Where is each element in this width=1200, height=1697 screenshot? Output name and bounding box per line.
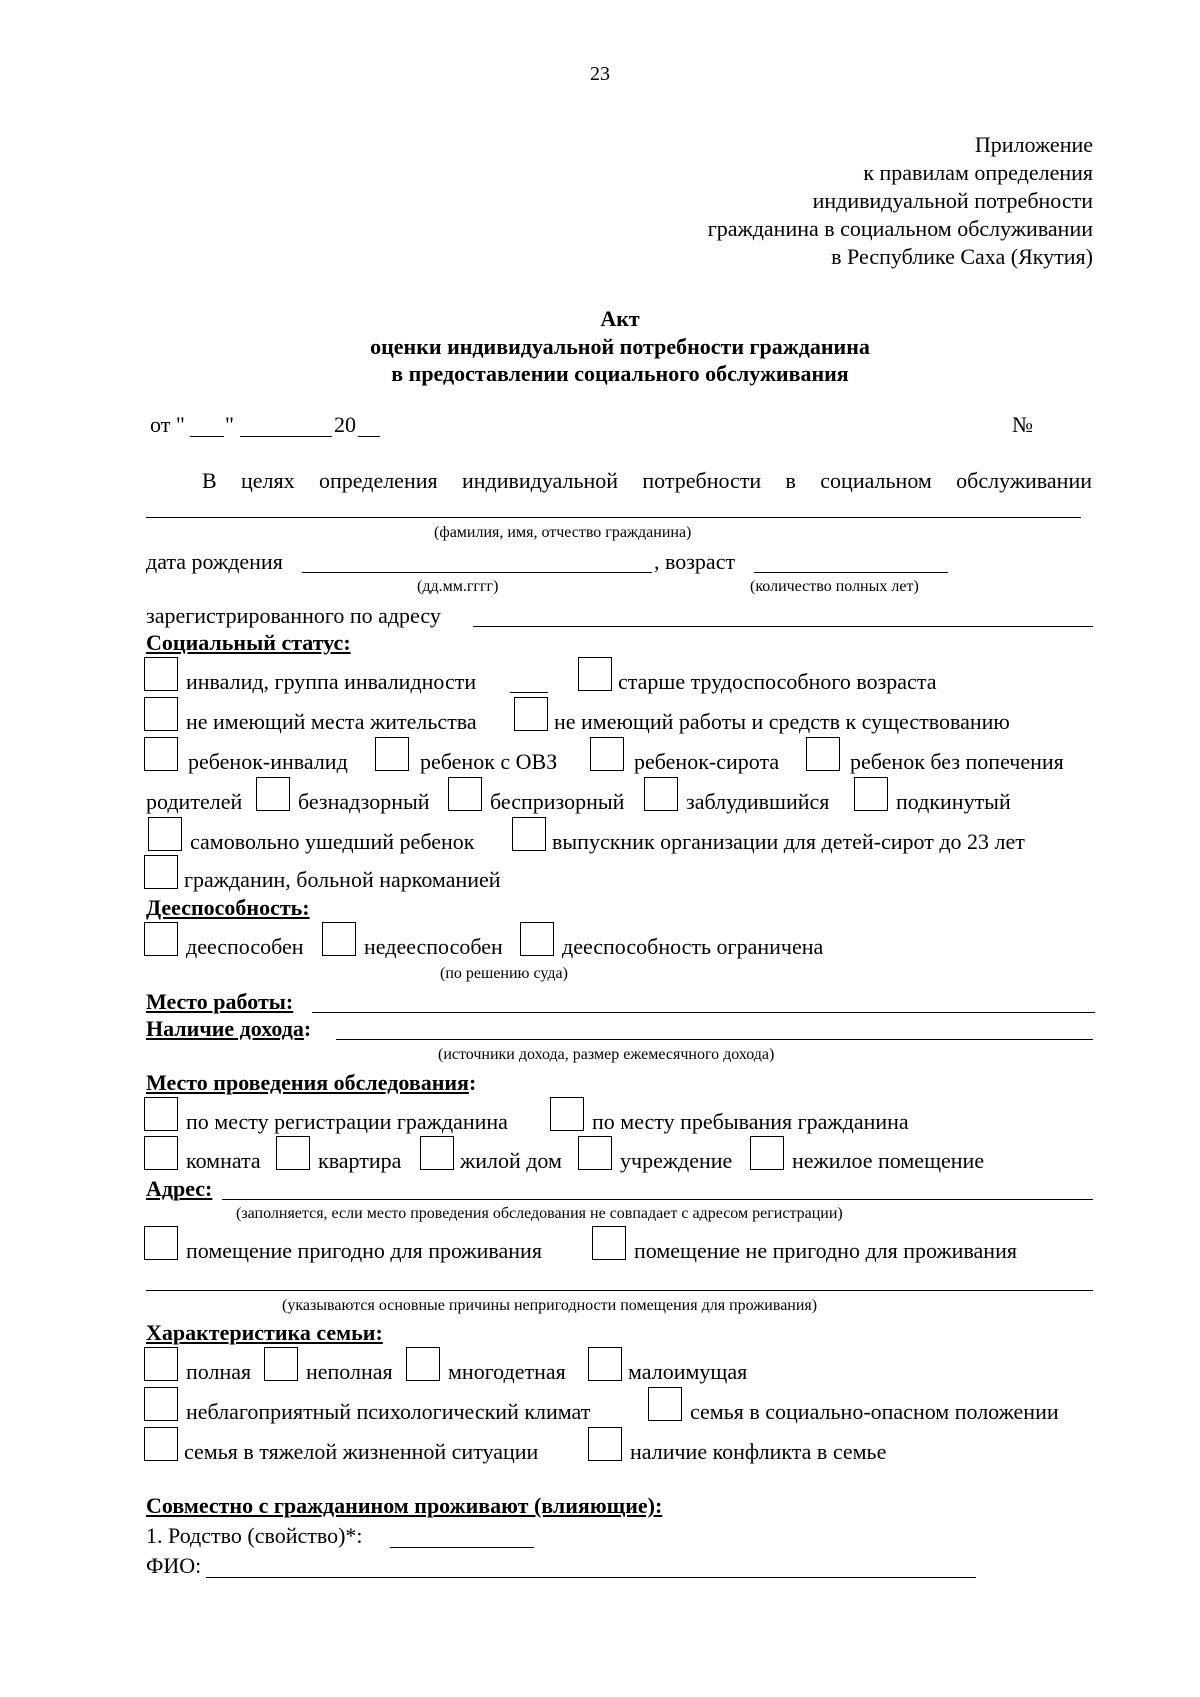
survey-heading-wrap xyxy=(146,1072,476,1094)
income-label: Наличие дохода xyxy=(146,1016,304,1041)
checkbox-family-hard[interactable] xyxy=(144,1427,178,1461)
checkbox-homeless-child[interactable] xyxy=(448,777,482,811)
social-status-heading: Социальный статус: xyxy=(146,630,351,655)
dob-label: дата рождения xyxy=(146,549,283,574)
label-foundling: подкинутый xyxy=(896,789,1011,814)
checkbox-homeless[interactable] xyxy=(144,697,178,731)
label-incapable: недееспособен xyxy=(364,934,503,959)
age-field[interactable] xyxy=(754,572,948,573)
checkbox-apartment[interactable] xyxy=(276,1136,310,1170)
label-lost: заблудившийся xyxy=(686,789,830,814)
checkbox-neglected[interactable] xyxy=(256,777,290,811)
label-family-danger: семья в социально-опасном положении xyxy=(690,1399,1059,1424)
registered-address-field[interactable] xyxy=(473,626,1093,627)
unfit-hint: (указываются основные причины непригодности помещения для проживания) xyxy=(282,1297,818,1314)
label-homeless-child: беспризорный xyxy=(490,789,625,814)
doc-title-1: Акт xyxy=(600,306,640,331)
label-no-work: не имеющий работы и средств к существованию xyxy=(554,709,1010,734)
address-label: Адрес: xyxy=(146,1176,213,1201)
date-year-prefix: 20 xyxy=(334,412,356,437)
fio-field[interactable] xyxy=(146,517,1081,518)
address-hint: (заполняется, если место проведения обследования не совпадает с адресом регистрации) xyxy=(236,1205,843,1222)
label-no-care-cont: родителей xyxy=(146,789,243,814)
survey-heading: Место проведения обследования xyxy=(146,1070,469,1095)
checkbox-limited[interactable] xyxy=(520,922,554,956)
appendix-line-5: в Республике Саха (Якутия) xyxy=(831,244,1093,269)
work-place-label: Место работы: xyxy=(146,989,294,1014)
label-capable: дееспособен xyxy=(186,934,304,959)
checkbox-family-conflict[interactable] xyxy=(588,1427,622,1461)
income-colon: : xyxy=(303,1016,312,1041)
checkbox-capable[interactable] xyxy=(144,922,178,956)
income-hint: (источники дохода, размер ежемесячного дохода) xyxy=(438,1046,775,1063)
checkbox-stay-place[interactable] xyxy=(550,1097,584,1131)
label-housing-unfit: помещение не пригодно для проживания xyxy=(634,1238,1017,1263)
doc-title-3: в предоставлении социального обслуживания xyxy=(391,361,849,386)
checkbox-nonresidential[interactable] xyxy=(750,1136,784,1170)
label-homeless: не имеющий места жительства xyxy=(186,709,477,734)
label-child-disabled: ребенок-инвалид xyxy=(188,749,348,774)
label-family-large: многодетная xyxy=(448,1359,566,1384)
label-family-climate: неблагоприятный психологический климат xyxy=(186,1399,591,1424)
registered-label: зарегистрированного по адресу xyxy=(146,603,441,628)
label-runaway: самовольно ушедший ребенок xyxy=(190,829,475,854)
work-place-field[interactable] xyxy=(312,1012,1095,1013)
checkbox-family-climate[interactable] xyxy=(144,1387,178,1421)
date-quote-close: " xyxy=(225,412,234,437)
court-hint: (по решению суда) xyxy=(440,965,568,982)
label-family-incomplete: неполная xyxy=(306,1359,393,1384)
appendix-line-1: Приложение xyxy=(974,132,1093,157)
label-family-poor: малоимущая xyxy=(628,1359,748,1384)
checkbox-graduate[interactable] xyxy=(512,817,546,851)
label-housing-fit: помещение пригодно для проживания xyxy=(186,1238,542,1263)
checkbox-family-incomplete[interactable] xyxy=(264,1347,298,1381)
checkbox-lost[interactable] xyxy=(644,777,678,811)
doc-title-2: оценки индивидуальной потребности гражданина xyxy=(370,334,870,359)
checkbox-addict[interactable] xyxy=(144,855,178,889)
date-from: от " xyxy=(150,412,185,437)
label-house: жилой дом xyxy=(460,1148,562,1173)
kinship-label: 1. Родство (свойство)*: xyxy=(146,1523,363,1548)
checkbox-housing-fit[interactable] xyxy=(144,1226,178,1260)
date-day-field[interactable] xyxy=(190,436,224,437)
dob-hint: (дд.мм.гггг) xyxy=(417,578,499,595)
date-year-field[interactable] xyxy=(358,436,380,437)
label-institution: учреждение xyxy=(620,1148,733,1173)
checkbox-family-large[interactable] xyxy=(406,1347,440,1381)
label-child-ovz: ребенок с ОВЗ xyxy=(420,749,558,774)
checkbox-family-poor[interactable] xyxy=(588,1347,622,1381)
cohabitant-fio-field[interactable] xyxy=(206,1577,976,1578)
checkbox-registration-place[interactable] xyxy=(144,1097,178,1131)
page-number: 23 xyxy=(590,63,610,85)
label-registration-place: по месту регистрации гражданина xyxy=(186,1109,508,1134)
cohabitants-heading: Совместно с гражданином проживают (влияющие): xyxy=(146,1493,663,1518)
label-graduate: выпускник организации для детей-сирот до 23 лет xyxy=(552,829,1025,854)
checkbox-child-ovz[interactable] xyxy=(375,737,409,771)
checkbox-family-full[interactable] xyxy=(144,1347,178,1381)
date-month-field[interactable] xyxy=(240,436,332,437)
label-limited: дееспособность ограничена xyxy=(562,934,824,959)
checkbox-foundling[interactable] xyxy=(854,777,888,811)
cohabitant-fio-label: ФИО: xyxy=(146,1553,202,1578)
label-apartment: квартира xyxy=(318,1148,402,1173)
appendix-line-4: гражданина в социальном обслуживании xyxy=(707,216,1093,241)
address-field[interactable] xyxy=(222,1199,1093,1200)
intro-text: В целях определения индивидуальной потребности в социальном обслуживании xyxy=(202,468,1092,493)
checkbox-family-danger[interactable] xyxy=(648,1387,682,1421)
checkbox-institution[interactable] xyxy=(578,1136,612,1170)
checkbox-house[interactable] xyxy=(420,1136,454,1170)
dob-field[interactable] xyxy=(302,572,652,573)
label-stay-place: по месту пребывания гражданина xyxy=(592,1109,909,1134)
label-orphan: ребенок-сирота xyxy=(634,749,780,774)
label-no-care: ребенок без попечения xyxy=(850,749,1064,774)
appendix-line-2: к правилам определения xyxy=(863,160,1093,185)
checkbox-no-care[interactable] xyxy=(806,737,840,771)
checkbox-incapable[interactable] xyxy=(322,922,356,956)
label-room: комната xyxy=(186,1148,261,1173)
label-disabled: инвалид, группа инвалидности xyxy=(186,669,477,694)
checkbox-disabled[interactable] xyxy=(144,657,178,691)
checkbox-room[interactable] xyxy=(144,1136,178,1170)
label-senior: старше трудоспособного возраста xyxy=(618,669,937,694)
kinship-field[interactable] xyxy=(390,1547,534,1548)
checkbox-runaway[interactable] xyxy=(148,817,182,851)
checkbox-child-disabled[interactable] xyxy=(144,737,178,771)
capacity-heading: Дееспособность: xyxy=(146,895,310,920)
survey-colon: : xyxy=(468,1070,477,1095)
appendix-line-3: индивидуальной потребности xyxy=(812,188,1093,213)
age-hint: (количество полных лет) xyxy=(750,578,919,595)
doc-number-label: № xyxy=(1012,412,1033,437)
label-addict: гражданин, больной наркоманией xyxy=(184,867,501,892)
label-nonresidential: нежилое помещение xyxy=(792,1148,985,1173)
checkbox-orphan[interactable] xyxy=(590,737,624,771)
label-family-conflict: наличие конфликта в семье xyxy=(630,1439,887,1464)
checkbox-housing-unfit[interactable] xyxy=(592,1226,626,1260)
family-heading: Характеристика семьи: xyxy=(146,1320,383,1345)
disability-group-field[interactable] xyxy=(510,692,548,693)
checkbox-senior[interactable] xyxy=(578,657,612,691)
unfit-reason-field[interactable] xyxy=(146,1290,1093,1291)
label-family-full: полная xyxy=(186,1359,252,1384)
label-neglected: безнадзорный xyxy=(298,789,430,814)
label-family-hard: семья в тяжелой жизненной ситуации xyxy=(184,1439,539,1464)
income-field[interactable] xyxy=(336,1039,1093,1040)
checkbox-no-work[interactable] xyxy=(514,697,548,731)
fio-hint: (фамилия, имя, отчество гражданина) xyxy=(434,524,692,541)
age-label: , возраст xyxy=(654,549,736,574)
income-label-wrap xyxy=(146,1018,311,1040)
